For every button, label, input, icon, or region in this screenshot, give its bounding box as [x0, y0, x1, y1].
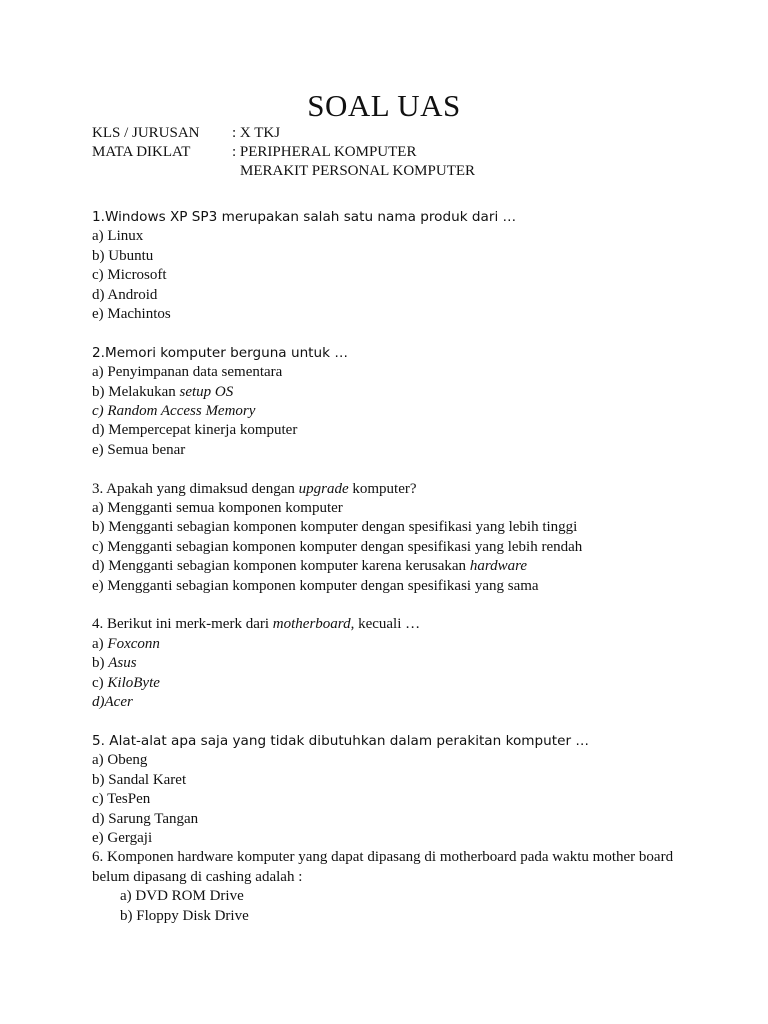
option-a-prefix: a): [92, 635, 108, 652]
option-d-italic: hardware: [469, 558, 528, 575]
question-text-post: komputer?: [348, 480, 417, 497]
option-c: c) TesPen: [92, 791, 151, 808]
option-c-prefix: c): [92, 674, 108, 691]
option-a: a) Linux: [92, 228, 144, 245]
option-a: a) Obeng: [92, 752, 148, 769]
question-text: 2.Memori komputer berguna untuk …: [92, 344, 348, 361]
subject-value-2: MERAKIT PERSONAL KOMPUTER: [240, 163, 476, 179]
option-c: c) Random Access Memory: [92, 403, 256, 420]
option-a: [92, 635, 692, 654]
question-text-pre: 4. Berikut ini merk-merk dari: [92, 616, 273, 633]
option-b: b) Sandal Karet: [92, 771, 187, 788]
option-b: [92, 383, 692, 402]
option-b-italic: setup OS: [179, 383, 234, 400]
question-text: 5. Alat-alat apa saja yang tidak dibutuhkan dalam perakitan komputer …: [92, 732, 589, 749]
option-b: b) Mengganti sebagian komponen komputer dengan spesifikasi yang lebih tinggi: [92, 519, 578, 536]
question-text-post: , kecuali …: [350, 616, 421, 633]
subject-value: : PERIPHERAL KOMPUTER: [232, 144, 417, 160]
option-e: e) Mengganti sebagian komponen komputer dengan spesifikasi yang sama: [92, 577, 539, 594]
option-b: b) Ubuntu: [92, 247, 154, 264]
option-e: e) Machintos: [92, 306, 171, 323]
option-e: e) Gergaji: [92, 829, 153, 846]
option-c: c) Mengganti sebagian komponen komputer dengan spesifikasi yang lebih rendah: [92, 538, 583, 555]
question-6: [92, 848, 692, 926]
option-b: b) Floppy Disk Drive: [120, 907, 249, 924]
option-d: d) Mempercepat kinerja komputer: [92, 422, 298, 439]
question-text: 6. Komponen hardware komputer yang dapat dipasang di motherboard pada waktu mother board belum dipasang di cashing adalah :: [92, 849, 674, 885]
question-4: [92, 615, 692, 712]
option-c-italic: KiloByte: [107, 674, 160, 691]
question-text: 1.Windows XP SP3 merupakan salah satu nama produk dari …: [92, 209, 517, 225]
option-c: [92, 674, 692, 693]
option-d-text: d) Mengganti sebagian komponen komputer karena kerusakan: [92, 558, 470, 575]
option-a: a) Mengganti semua komponen komputer: [92, 500, 343, 517]
question-text-pre: 3. Apakah yang dimaksud dengan: [92, 480, 299, 497]
question-text-italic: motherboard: [272, 616, 351, 633]
class-value: : X TKJ: [232, 125, 281, 141]
option-d: [92, 557, 692, 576]
question-text: [92, 615, 692, 634]
subject-row: [92, 143, 475, 162]
question-2: [92, 344, 692, 460]
option-b-text: b) Melakukan: [92, 383, 180, 400]
option-a: a) Penyimpanan data sementara: [92, 364, 283, 381]
option-b: [92, 654, 692, 673]
question-5: [92, 732, 692, 848]
option-b-italic: Asus: [108, 655, 137, 672]
option-d: d) Sarung Tangan: [92, 810, 199, 827]
page-title: SOAL UAS: [307, 88, 461, 123]
option-a-italic: Foxconn: [107, 635, 160, 652]
option-b-prefix: b): [92, 655, 109, 672]
question-text: [92, 480, 692, 499]
question-list: [92, 208, 692, 945]
option-d: d)Acer: [92, 694, 133, 711]
question-1: [92, 208, 692, 324]
question-3: [92, 480, 692, 596]
option-d: d) Android: [92, 286, 158, 303]
option-e: e) Semua benar: [92, 441, 186, 458]
subject-label: MATA DIKLAT: [92, 144, 191, 160]
class-row: [92, 124, 475, 143]
option-a: a) DVD ROM Drive: [120, 888, 244, 905]
question-text-italic: upgrade: [298, 480, 349, 497]
class-label: KLS / JURUSAN: [92, 125, 200, 141]
option-c: c) Microsoft: [92, 267, 167, 284]
exam-header-info: [92, 124, 475, 181]
